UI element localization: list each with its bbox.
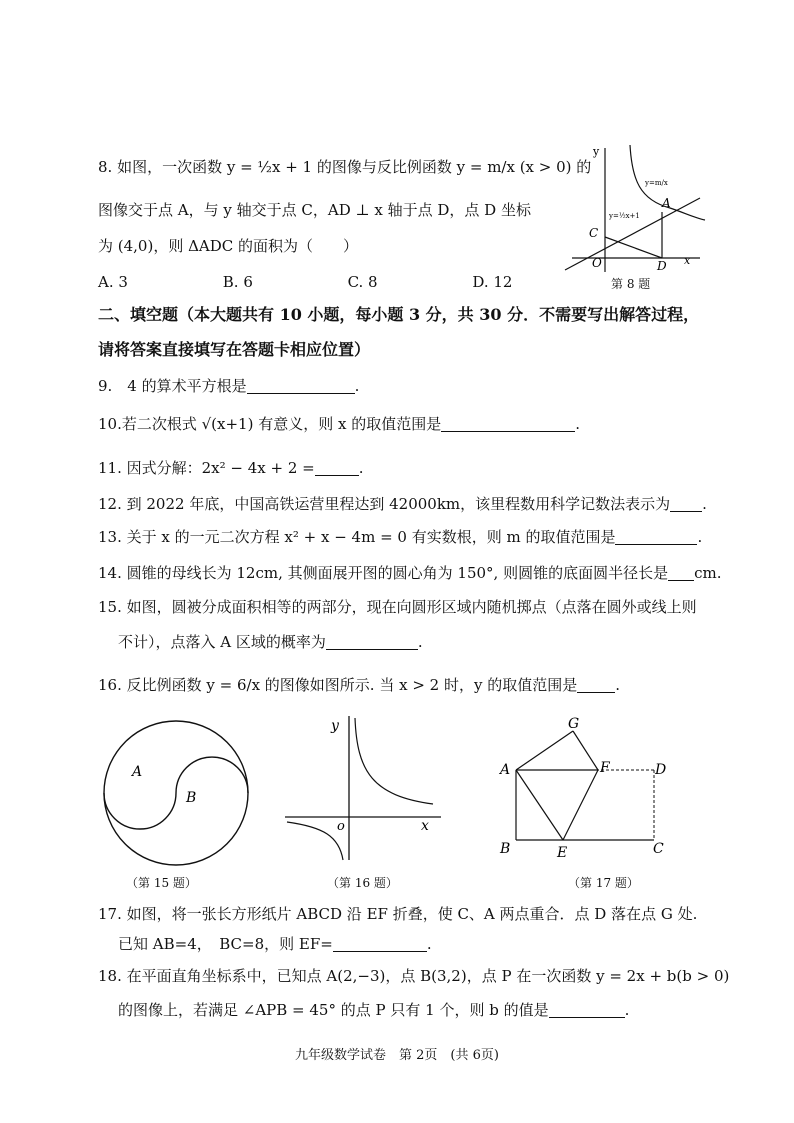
fig17-caption: （第 17 题） xyxy=(568,876,639,890)
q14-end: cm. xyxy=(694,564,722,582)
q10 xyxy=(98,414,580,434)
q8-line2: 图像交于点 A，与 y 轴交于点 C，AD ⊥ x 轴于点 D，点 D 坐标 xyxy=(98,201,531,219)
q10-end: . xyxy=(575,415,581,433)
q13-answer-blank xyxy=(615,528,697,545)
q14 xyxy=(98,563,721,583)
section2-heading: 二、填空题（本大题共有 10 小题，每小题 3 分，共 30 分．不需要写出解答过程， xyxy=(98,305,700,324)
q17-text: 已知 AB=4， BC=8，则 EF= xyxy=(118,935,333,953)
fig15-a-label: A xyxy=(132,764,143,780)
q8-option-b: B. 6 xyxy=(222,273,253,291)
q11-text: 11. 因式分解：2x² − 4x + 2 = xyxy=(98,459,315,477)
fig15-caption: （第 15 题） xyxy=(126,876,197,890)
q16 xyxy=(98,675,620,695)
q13 xyxy=(98,527,702,547)
q17-line2 xyxy=(118,934,432,954)
fig8-a-label: A xyxy=(662,196,671,210)
fig8-line-eq: y=½x+1 xyxy=(609,212,640,220)
q18-answer-blank xyxy=(549,1001,625,1018)
q15-line1: 15. 如图，圆被分成面积相等的两部分，现在向圆形区域内随机掷点（点落在圆外或线上则 xyxy=(98,598,697,616)
fig17-a-label: A xyxy=(500,762,511,778)
fig17-f-label: F xyxy=(600,760,610,776)
q10-text: 10.若二次根式 √(x+1) 有意义，则 x 的取值范围是 xyxy=(98,415,442,433)
figure-8 xyxy=(560,140,710,275)
fig16-x-label: x xyxy=(421,818,429,834)
fig8-c-label: C xyxy=(589,226,599,240)
q9-text: 9. 4 的算术平方根是 xyxy=(98,377,247,395)
q10-answer-blank xyxy=(441,415,575,432)
section2-instruction: 请将答案直接填写在答题卡相应位置） xyxy=(98,340,371,359)
fig17-d-label: D xyxy=(655,762,667,778)
q14-text: 14. 圆锥的母线长为 12cm, 其侧面展开图的圆心角为 150°, 则圆锥的底面圆半径长是 xyxy=(98,564,669,582)
q11 xyxy=(98,458,364,478)
q11-end: . xyxy=(358,459,364,477)
q17-end: . xyxy=(426,935,432,953)
fig17-e-label: E xyxy=(557,845,568,861)
fig17-b-label: B xyxy=(500,841,511,857)
q18-line1: 18. 在平面直角坐标系中，已知点 A(2,−3)，点 B(3,2)，点 P 在一次函数 y = 2x + b(b > 0) xyxy=(98,967,730,985)
q9-end: . xyxy=(354,377,360,395)
figure-15 xyxy=(98,718,254,868)
fig8-d-label: D xyxy=(657,259,667,273)
fig16-y-label: y xyxy=(331,718,339,734)
q9-answer-blank xyxy=(247,377,355,394)
fig15-b-label: B xyxy=(186,790,197,806)
q18-text: 的图像上，若满足 ∠APB = 45° 的点 P 只有 1 个，则 b 的值是 xyxy=(118,1001,549,1019)
q12-answer-blank xyxy=(670,495,702,512)
q15-text: 不计），点落入 A 区域的概率为 xyxy=(118,633,326,651)
q15-line2 xyxy=(118,632,423,652)
fig8-x-label: x xyxy=(684,254,691,267)
q8-option-a: A. 3 xyxy=(98,273,128,291)
q16-text: 16. 反比例函数 y = 6/x 的图像如图所示. 当 x > 2 时，y 的取值范围是 xyxy=(98,676,578,694)
q8-option-d: D. 12 xyxy=(472,273,513,291)
q14-answer-blank xyxy=(668,564,694,581)
fig8-curve-eq: y=m/x xyxy=(645,179,668,187)
q18-end: . xyxy=(624,1001,630,1019)
q12-end: . xyxy=(702,495,707,513)
q15-end: . xyxy=(417,633,423,651)
q18-line2 xyxy=(118,1000,629,1020)
q16-end: . xyxy=(615,676,620,694)
q9 xyxy=(98,376,359,396)
q8-option-c: C. 8 xyxy=(347,273,378,291)
q12 xyxy=(98,494,707,514)
q12-text: 12. 到 2022 年底，中国高铁运营里程达到 42000km，该里程数用科学记数法表示为 xyxy=(98,495,671,513)
page-footer: 九年级数学试卷 第 2页 (共 6页) xyxy=(295,1048,499,1063)
fig16-o-label: o xyxy=(337,819,345,834)
q8-options xyxy=(98,272,592,292)
q15-answer-blank xyxy=(326,633,418,650)
q8-line1: 8. 如图，一次函数 y = ½x + 1 的图像与反比例函数 y = m/x (x > 0) 的 xyxy=(98,158,592,176)
q17-answer-blank xyxy=(333,935,427,952)
fig8-caption: 第 8 题 xyxy=(611,277,651,291)
q13-end: . xyxy=(697,528,703,546)
fig17-c-label: C xyxy=(653,841,664,857)
q16-answer-blank xyxy=(577,676,615,693)
q11-answer-blank xyxy=(315,459,359,476)
q13-text: 13. 关于 x 的一元二次方程 x² + x − 4m = 0 有实数根，则 m 的取值范围是 xyxy=(98,528,616,546)
figure-17 xyxy=(496,712,676,862)
q17-line1: 17. 如图，将一张长方形纸片 ABCD 沿 EF 折叠，使 C、A 两点重合．点 D 落在点 G 处. xyxy=(98,905,698,923)
fig16-caption: （第 16 题） xyxy=(327,876,398,890)
fig8-y-label: y xyxy=(593,145,600,158)
fig8-o-label: O xyxy=(592,256,602,270)
fig17-g-label: G xyxy=(568,716,580,732)
q8-line3: 为 (4,0)，则 ΔADC 的面积为（ ） xyxy=(98,237,359,255)
figure-16 xyxy=(283,712,445,862)
